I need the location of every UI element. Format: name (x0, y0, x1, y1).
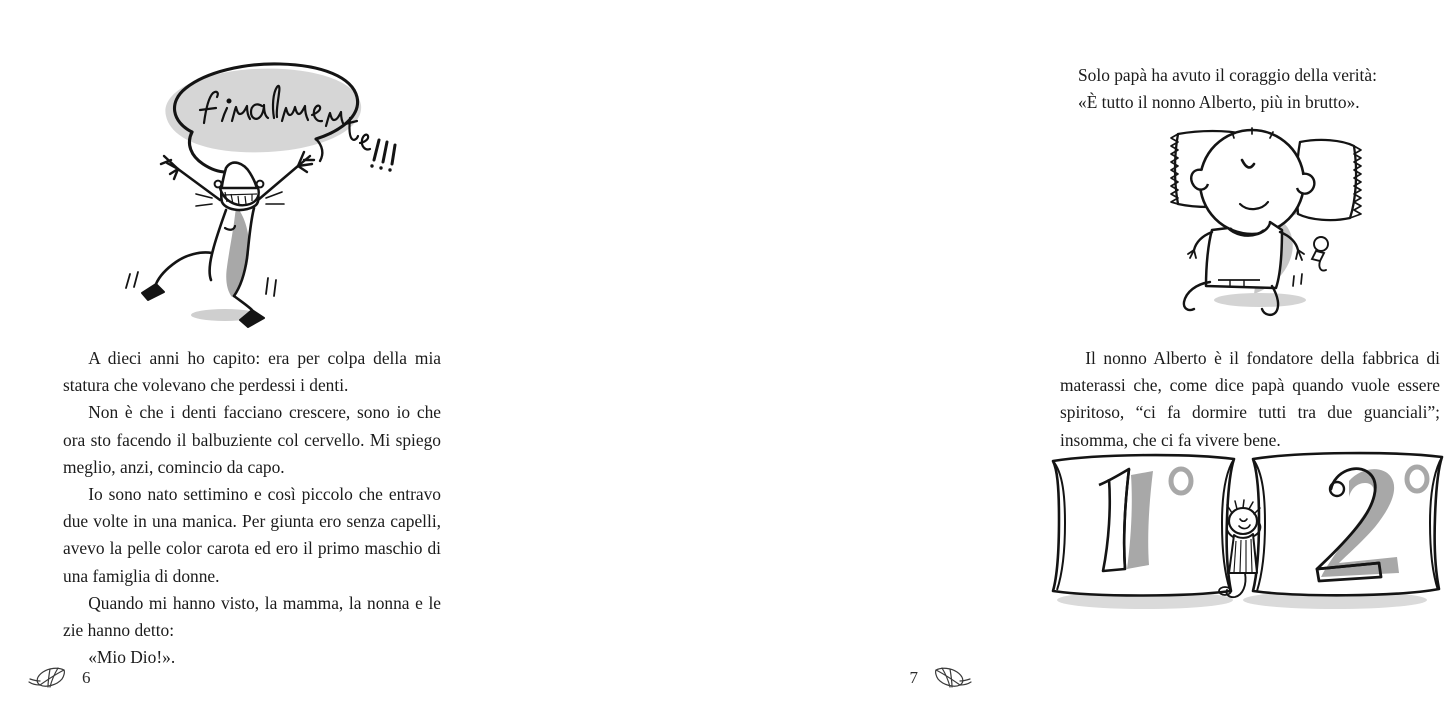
illustration-running-baby-between-pillows (1130, 120, 1370, 320)
paragraph: «Mio Dio!». (88, 647, 176, 668)
leaf-quill-ornament-icon (934, 666, 972, 688)
paragraph: Solo papà ha avuto il coraggio della verità: (1078, 65, 1377, 85)
right-page-head-text (1078, 62, 1448, 116)
left-page (0, 0, 500, 716)
right-page-body-text (1060, 345, 1440, 454)
hand-left (161, 156, 178, 179)
page-number: 6 (82, 667, 91, 687)
paragraph: «È tutto il nonno Alberto, più in brutto». (1078, 92, 1360, 113)
hand-left (1188, 250, 1196, 258)
page-number: 7 (909, 667, 918, 687)
running-baby-svg (1130, 120, 1370, 320)
numbered-pillows-svg (1035, 445, 1455, 625)
leg-back (156, 252, 212, 284)
paragraph: Io sono nato settimino e così piccolo che entravo due volte in una manica. Per giunta ero senza capelli, avevo la pelle color carota ed ero il primo maschio di una famiglia di donne. (63, 484, 441, 586)
right-page (500, 0, 1440, 716)
pacifier-icon (1312, 237, 1328, 271)
shoe-back (142, 284, 164, 300)
hand-right (298, 152, 314, 172)
motion-lines (1293, 274, 1302, 286)
paragraph: Quando mi hanno visto, la mamma, la nonna e le zie hanno detto: (63, 592, 441, 641)
child-pyjama-top (1229, 534, 1257, 573)
body-shade (226, 206, 249, 297)
ground-shadow (1214, 293, 1306, 307)
paragraph: Il nonno Alberto è il fondatore della fabbrica di materassi che, come dice papà quando vuole essere spiritoso, “ci fa dormire tutti tra due guanciali”; insomma, che ci fa vivere bene. (1060, 348, 1440, 450)
leg-front (234, 296, 252, 310)
illustration-two-numbered-pillows-with-child (1035, 445, 1455, 625)
leaf-quill-ornament-icon (28, 666, 66, 688)
baby-head (1200, 130, 1304, 234)
torso-outline (210, 210, 226, 280)
jumping-boy-svg (108, 48, 408, 328)
exclamation-marks (370, 140, 395, 172)
illustration-jumping-boy-with-speech-bubble (108, 48, 408, 328)
eye-right (257, 181, 264, 188)
folio-right (910, 666, 973, 688)
paragraph: A dieci anni ho capito: era per colpa della mia statura che volevano che perdessi i denti. (63, 348, 441, 396)
paragraph: Non è che i denti facciano crescere, sono io che ora sto facendo il balbuziente col cervello. Mi spiego meglio, anzi, comincio da capo. (63, 402, 441, 477)
left-page-body-text (63, 345, 441, 671)
folio-left (28, 666, 91, 688)
eye-left (215, 181, 222, 188)
hand-right (1296, 250, 1304, 260)
